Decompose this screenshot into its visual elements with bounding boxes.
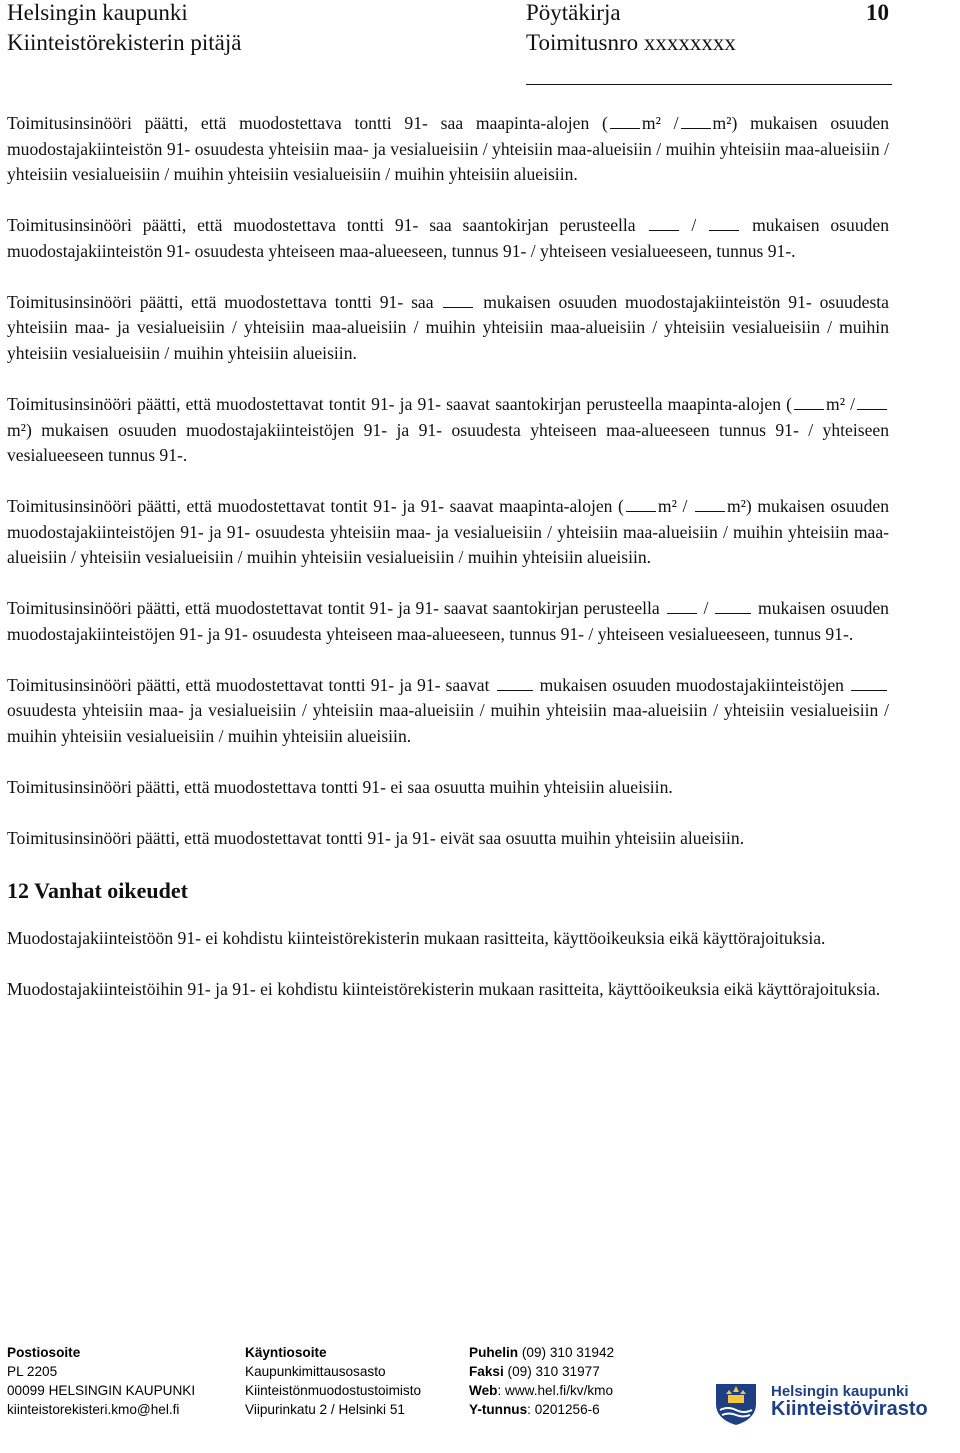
page-number: 10 — [866, 0, 889, 25]
section-heading: 12 Vanhat oikeudet — [7, 877, 188, 903]
logo-city-name: Helsingin kaupunki — [771, 1383, 909, 1400]
footer-postal-line: PL 2205 — [7, 1364, 58, 1379]
header-rule — [526, 84, 892, 85]
fill-in-blank — [857, 408, 887, 410]
fill-in-blank — [709, 229, 739, 231]
footer-phone: Puhelin (09) 310 31942 — [469, 1345, 615, 1360]
footer-email-link[interactable]: kiinteistorekisteri.kmo@hel.fi — [7, 1402, 180, 1417]
helsinki-crest-icon — [711, 1378, 761, 1426]
logo-agency-name: Kiinteistövirasto — [771, 1398, 928, 1420]
fill-in-blank — [443, 306, 473, 308]
footer-ytunnus: Y-tunnus: 0201256-6 — [469, 1402, 600, 1417]
fill-in-blank — [681, 127, 711, 129]
footer-contact — [469, 1343, 614, 1419]
footer-postal-address — [7, 1343, 195, 1419]
paragraph-6: Toimitusinsinööri päätti, että muodostettavat tontit 91- ja 91- saavat saantokirjan perusteella / mukaisen osuuden muodostajakiinteistöjen 91- ja 91- osuudesta yhteiseen maa-alueeseen, tunnus 91- / yhteiseen vesialueeseen, tunnus 91-. — [7, 598, 889, 644]
paragraph-5: Toimitusinsinööri päätti, että muodostettavat tontit 91- ja 91- saavat maapinta-alojen ( m² / m²) mukaisen osuuden muodostajakiinteistöjen 91- ja 91- osuudesta yhteisiin maa- ja vesialueisiin / yhteisiin maa-alueisiin / muihin yhteisiin maa-alueisiin / yhteisiin vesialueisiin / muihin yhteisiin vesialueisiin / muihin yhteisiin alueisiin. — [7, 496, 889, 568]
header-organization: Helsingin kaupunki — [7, 0, 188, 25]
header-role: Kiinteistörekisterin pitäjä — [7, 30, 242, 55]
helsinki-logo — [711, 1378, 953, 1426]
fill-in-blank — [851, 689, 887, 691]
fill-in-blank — [794, 408, 824, 410]
paragraph-3: Toimitusinsinööri päätti, että muodostettava tontti 91- saa mukaisen osuuden muodostajakiinteistön 91- osuudesta yhteisiin maa- ja vesialueisiin / yhteisiin maa-alueisiin / muihin yhteisiin maa-alueisiin / yhteisiin vesialueisiin / muihin yhteisiin vesialueisiin / muihin yhteisiin alueisiin. — [7, 291, 889, 363]
section-paragraph-2: Muodostajakiinteistöihin 91- ja 91- ei kohdistu kiinteistörekisterin mukaan rasitteita, käyttöoikeuksia eikä käyttörajoituksia. — [7, 978, 881, 999]
paragraph-1: Toimitusinsinööri päätti, että muodostettava tontti 91- saa maapinta-alojen ( m² / m²) mukaisen osuuden muodostajakiinteistön 91- osuudesta yhteisiin maa- ja vesialueisiin / yhteisiin maa-alueisiin / muihin yhteisiin maa-alueisiin / yhteisiin vesialueisiin / muihin yhteisiin vesialueisiin / muihin yhteisiin alueisiin. — [7, 113, 889, 185]
paragraph-2: Toimitusinsinööri päätti, että muodostettava tontti 91- saa saantokirjan perusteella / mukaisen osuuden muodostajakiinteistön 91- osuudesta yhteiseen maa-alueeseen, tunnus 91- / yhteiseen vesialueeseen, tunnus 91-. — [7, 215, 890, 261]
fill-in-blank — [715, 612, 751, 614]
footer-fax: Faksi (09) 310 31977 — [469, 1364, 600, 1379]
section-paragraph-1: Muodostajakiinteistöön 91- ei kohdistu kiinteistörekisterin mukaan rasitteita, käyttöoikeuksia eikä käyttörajoituksia. — [7, 927, 826, 948]
footer-visit-label: Käyntiosoite — [245, 1345, 327, 1360]
footer-visiting-address — [245, 1343, 421, 1419]
footer-postal-label: Postiosoite — [7, 1345, 81, 1360]
fill-in-blank — [610, 127, 640, 129]
paragraph-8: Toimitusinsinööri päätti, että muodostettava tontti 91- ei saa osuutta muihin yhteisiin alueisiin. — [7, 777, 673, 798]
fill-in-blank — [667, 612, 697, 614]
fill-in-blank — [695, 510, 725, 512]
paragraph-9: Toimitusinsinööri päätti, että muodostettavat tontti 91- ja 91- eivät saa osuutta muihin yhteisiin alueisiin. — [7, 828, 745, 848]
fill-in-blank — [497, 689, 533, 691]
paragraph-7: Toimitusinsinööri päätti, että muodostettavat tontti 91- ja 91- saavat mukaisen osuuden muodostajakiinteistöjen osuudesta yhteisiin maa- ja vesialueisiin / yhteisiin maa-alueisiin / muihin yhteisiin maa-alueisiin / yhteisiin vesialueisiin / muihin yhteisiin vesialueisiin / muihin yhteisiin alueisiin. — [7, 674, 889, 747]
footer-visit-line: Kaupunkimittausosasto — [245, 1364, 386, 1379]
footer-visit-line: Kiinteistönmuodostustoimisto — [245, 1383, 422, 1398]
footer-visit-line: Viipurinkatu 2 / Helsinki 51 — [245, 1402, 405, 1417]
fill-in-blank — [649, 229, 679, 231]
footer-web-link[interactable]: Web: www.hel.fi/kv/kmo — [469, 1383, 614, 1398]
paragraph-4: Toimitusinsinööri päätti, että muodostettavat tontit 91- ja 91- saavat saantokirjan perusteella maapinta-alojen ( m² /m²) mukaisen osuuden muodostajakiinteistöjen 91- ja 91- osuudesta yhteiseen maa-alueeseen tunnus 91- / yhteiseen vesialueeseen tunnus 91-. — [7, 393, 889, 466]
footer-postal-line: 00099 HELSINGIN KAUPUNKI — [7, 1383, 196, 1398]
header-document-type: Pöytäkirja — [526, 0, 621, 25]
header-reference-number: Toimitusnro xxxxxxxx — [526, 30, 736, 55]
fill-in-blank — [626, 510, 656, 512]
document-body — [7, 111, 889, 1028]
